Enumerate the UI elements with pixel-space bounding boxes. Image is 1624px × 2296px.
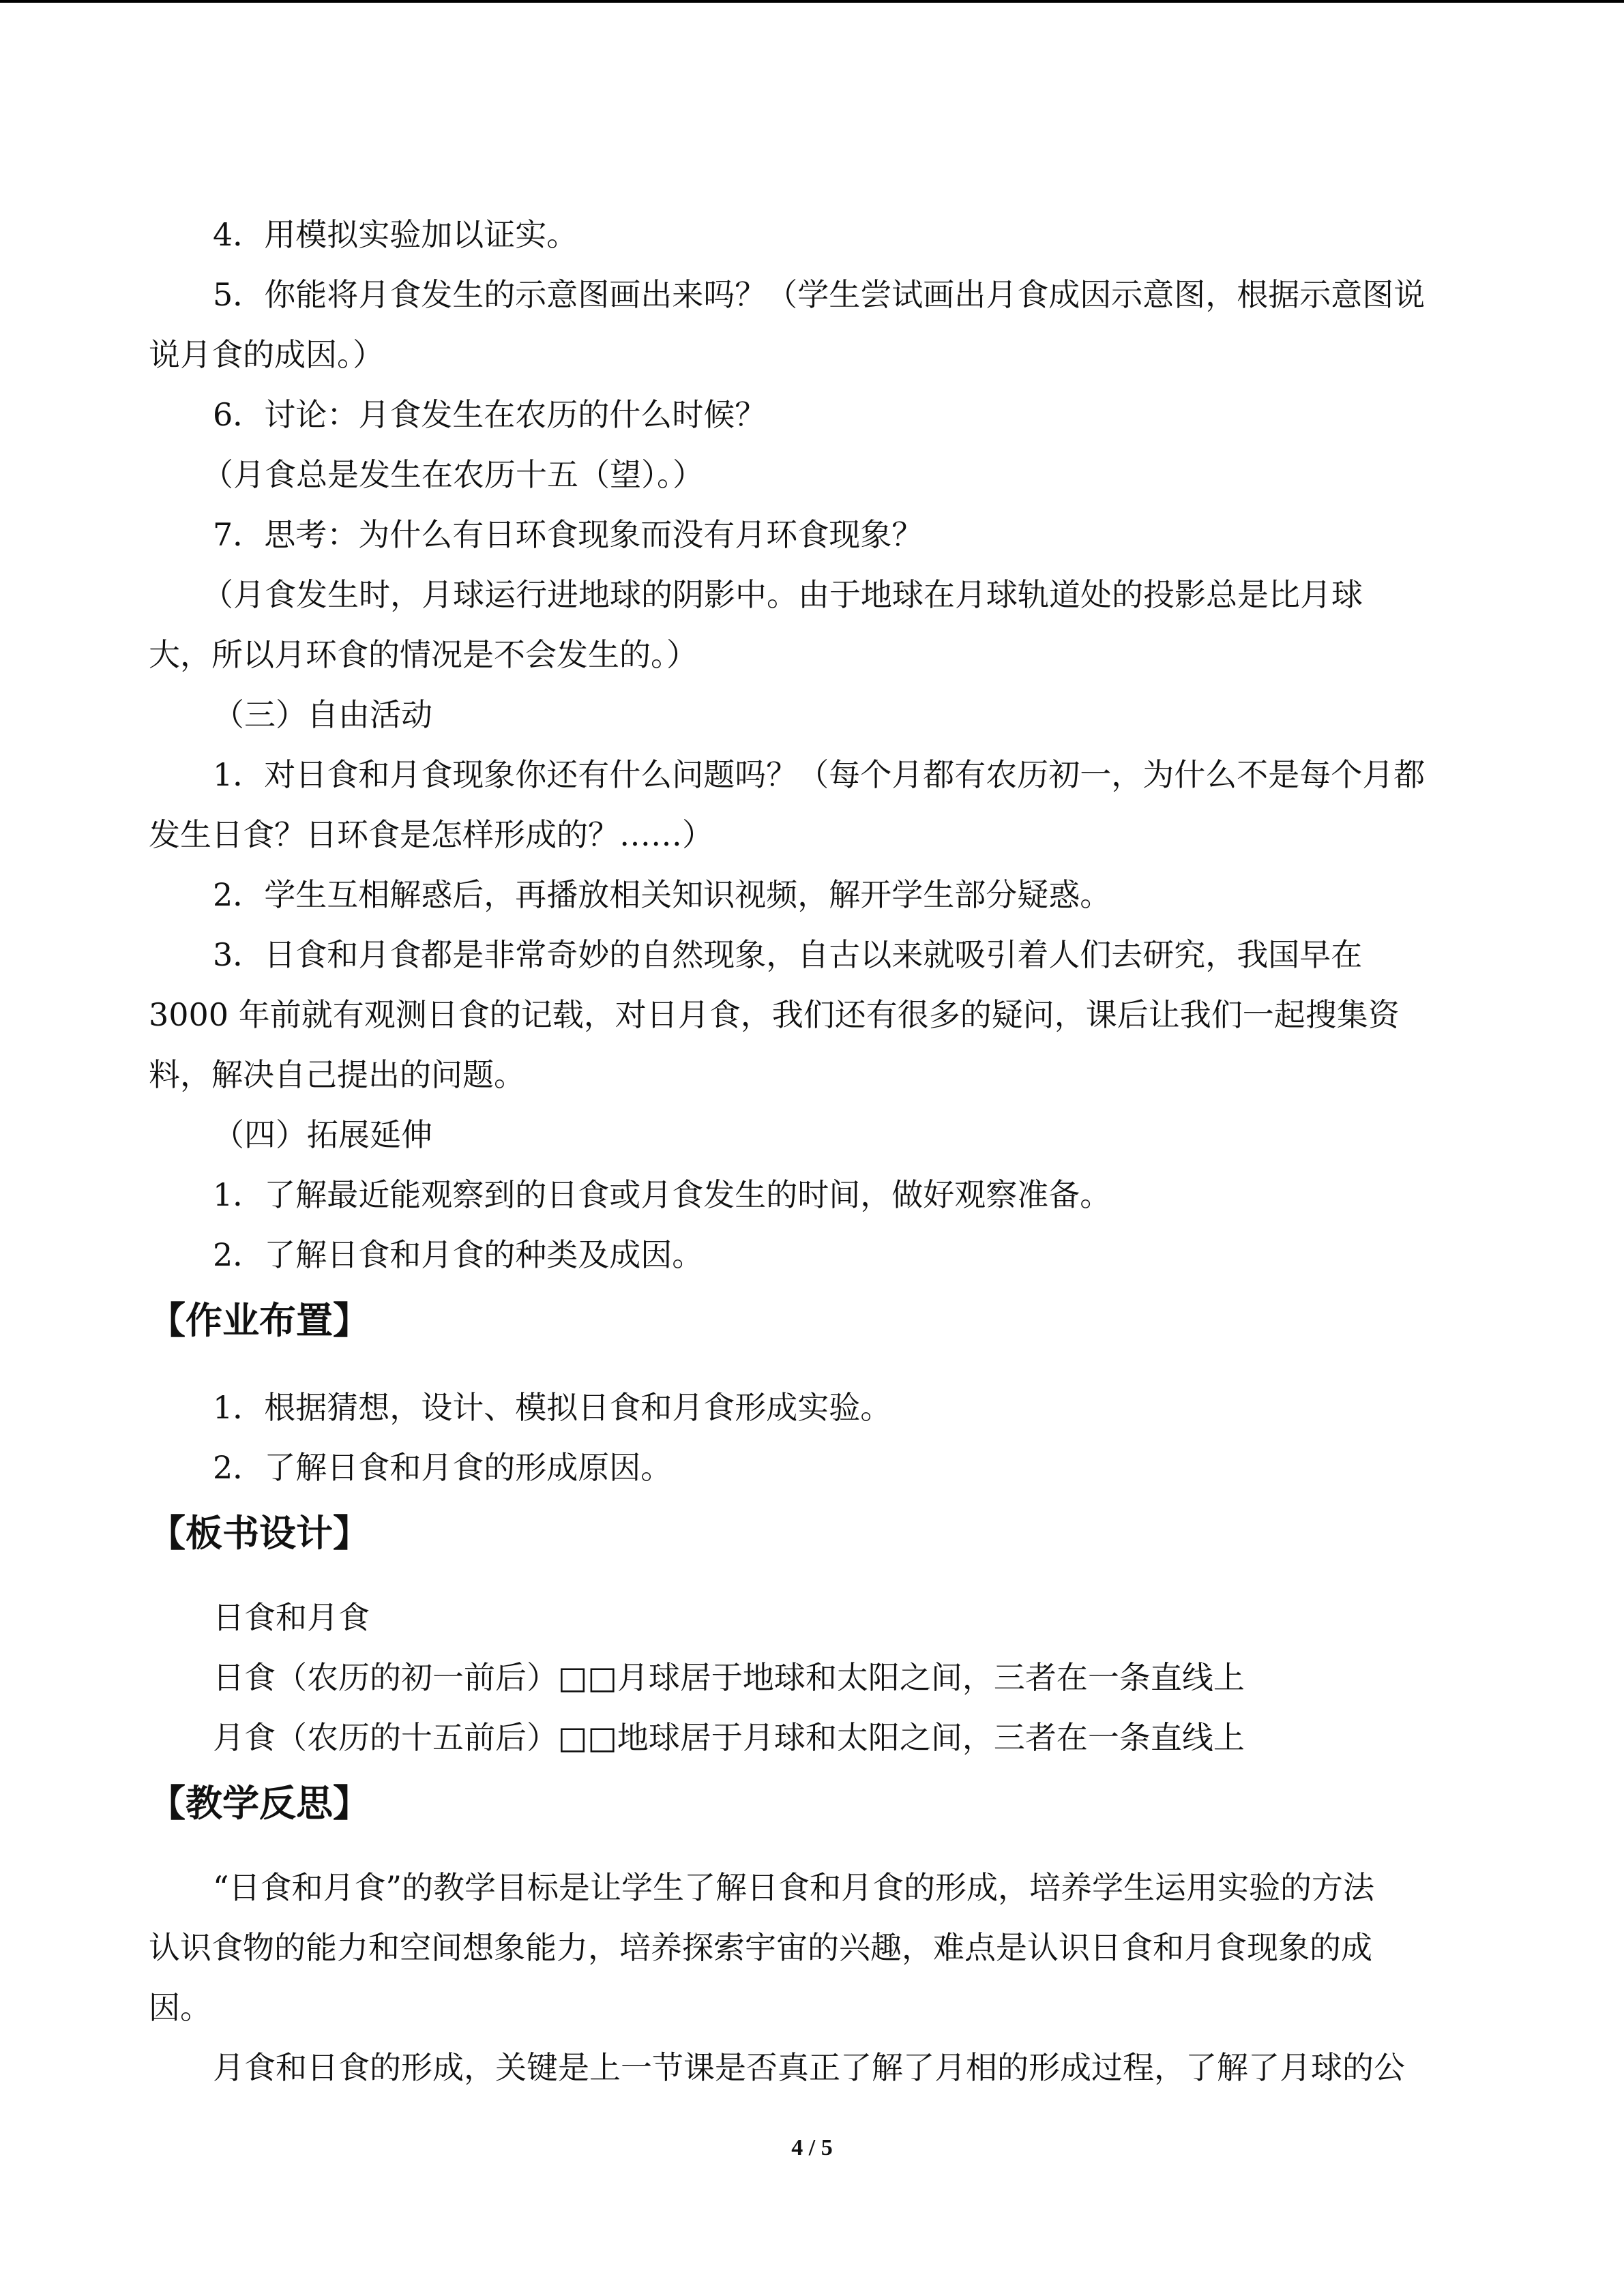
paragraph-line: 4．用模拟实验加以证实。 <box>213 216 578 253</box>
paragraph-line: 发生日食？日环食是怎样形成的？……） <box>149 816 713 853</box>
paragraph-line: （月食发生时，月球运行进地球的阴影中。由于地球在月球轨道处的投影总是比月球 <box>202 576 1363 613</box>
homework-item: 1．根据猜想，设计、模拟日食和月食形成实验。 <box>213 1389 892 1426</box>
paragraph-line: 说月食的成因。） <box>149 336 384 373</box>
top-border-rule <box>0 0 1624 3</box>
paragraph-line: 2．了解日食和月食的种类及成因。 <box>213 1236 704 1273</box>
section-subheading: （四）拓展延伸 <box>213 1116 432 1153</box>
paragraph-line: 因。 <box>149 1989 211 2026</box>
paragraph-line: 月食和日食的形成，关键是上一节课是否真正了解了月相的形成过程，了解了月球的公 <box>213 2049 1405 2086</box>
section-heading-board-design: 【板书设计】 <box>149 1512 370 1555</box>
board-title: 日食和月食 <box>213 1599 370 1636</box>
paragraph-line: 7．思考：为什么有日环食现象而没有月环食现象？ <box>213 516 924 553</box>
paragraph-line: （月食总是发生在农历十五（望）。） <box>202 456 704 493</box>
paragraph-line: 6．讨论：月食发生在农历的什么时候？ <box>213 396 767 433</box>
homework-item: 2．了解日食和月食的形成原因。 <box>213 1449 673 1486</box>
paragraph-line: 3．日食和月食都是非常奇妙的自然现象，自古以来就吸引着人们去研究，我国早在 <box>213 936 1363 973</box>
section-subheading: （三）自由活动 <box>213 696 432 733</box>
board-line: 月食（农历的十五前后）□□地球居于月球和太阳之间，三者在一条直线上 <box>213 1719 1245 1756</box>
paragraph-line: 1．了解最近能观察到的日食或月食发生的时间，做好观察准备。 <box>213 1176 1112 1213</box>
board-line: 日食（农历的初一前后）□□月球居于地球和太阳之间，三者在一条直线上 <box>213 1659 1245 1696</box>
page-number: 4 / 5 <box>791 2135 833 2160</box>
section-heading-reflection: 【教学反思】 <box>149 1782 370 1825</box>
paragraph-line: 料，解决自己提出的问题。 <box>149 1056 525 1093</box>
paragraph-line: 大，所以月环食的情况是不会发生的。） <box>149 636 698 673</box>
paragraph-line: 3000 年前就有观测日食的记载，对日月食，我们还有很多的疑问，课后让我们一起搜集资 <box>149 996 1400 1033</box>
paragraph-line: 5．你能将月食发生的示意图画出来吗？（学生尝试画出月食成因示意图，根据示意图说 <box>213 276 1426 313</box>
paragraph-line: 1．对日食和月食现象你还有什么问题吗？（每个月都有农历初一，为什么不是每个月都 <box>213 756 1426 793</box>
paragraph-line: “日食和月食”的教学目标是让学生了解日食和月食的形成，培养学生运用实验的方法 <box>213 1869 1375 1906</box>
paragraph-line: 认识食物的能力和空间想象能力，培养探索宇宙的兴趣，难点是认识日食和月食现象的成 <box>149 1929 1372 1966</box>
paragraph-line: 2．学生互相解惑后，再播放相关知识视频，解开学生部分疑惑。 <box>213 876 1112 913</box>
section-heading-homework: 【作业布置】 <box>149 1299 370 1342</box>
